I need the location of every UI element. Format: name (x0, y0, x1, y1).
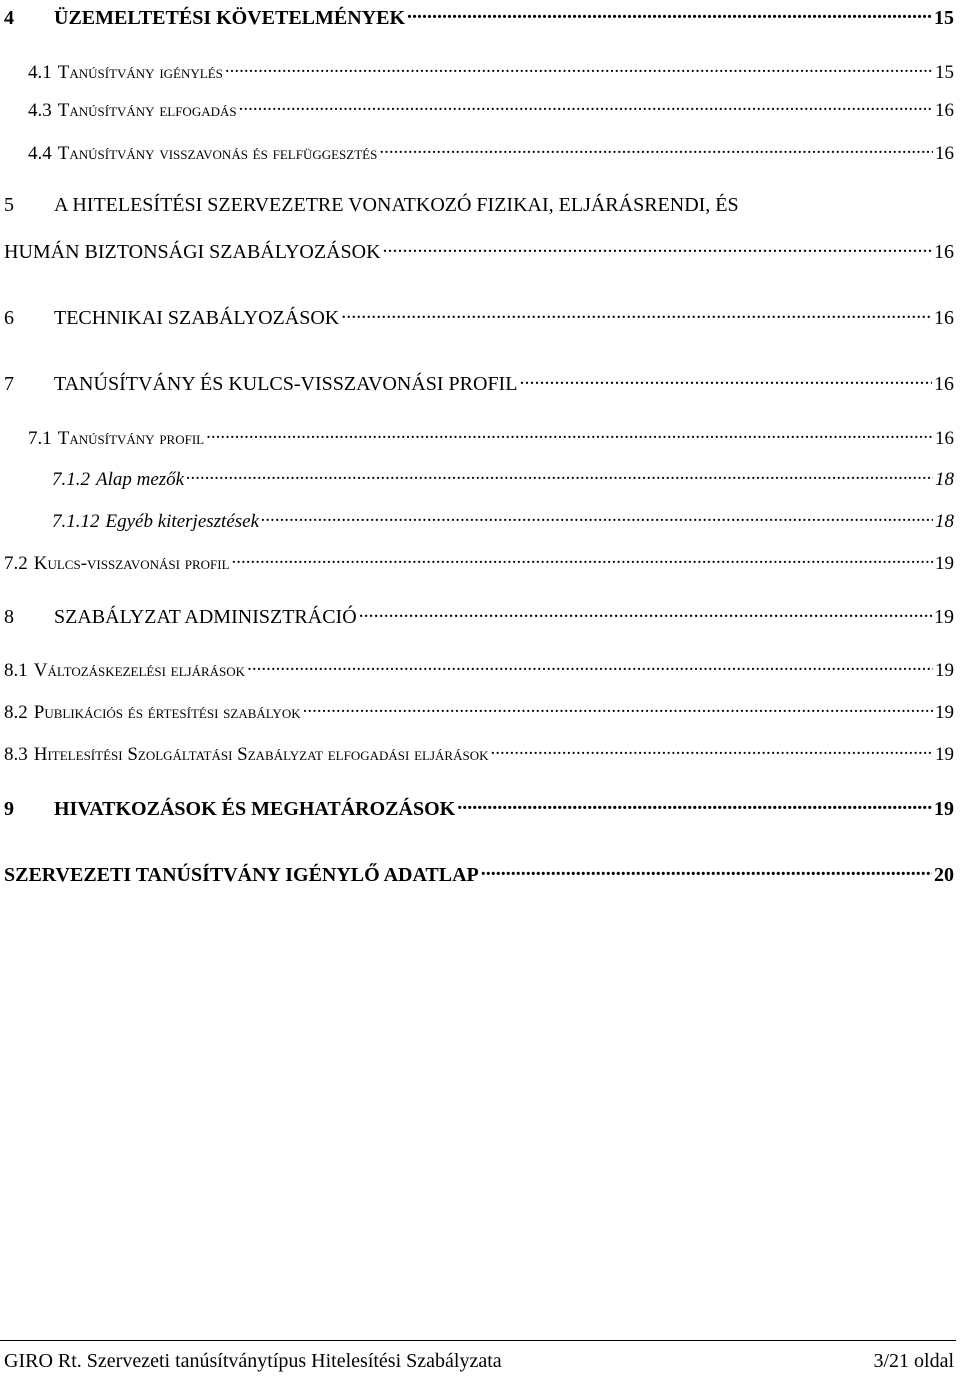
toc-entry-7-1-2[interactable] (0, 466, 954, 489)
toc-number: 4.1 (28, 62, 52, 83)
toc-number: 7.1.12 (52, 511, 100, 532)
toc-title: Hitelesítési Szolgáltatási Szabályzat elfogadási eljárások (33, 744, 489, 765)
toc-page: 18 (935, 469, 954, 490)
dot-leader (261, 508, 933, 527)
toc-title: TECHNIKAI SZABÁLYOZÁSOK (54, 307, 340, 329)
toc-title: Egyéb kiterjesztések (105, 511, 260, 532)
toc-page: 19 (935, 553, 954, 574)
toc-number: 4.4 (28, 143, 52, 164)
page-footer (4, 1350, 954, 1373)
toc-number: 8.3 (4, 744, 28, 765)
toc-page: 16 (934, 241, 954, 263)
toc-number: 6 (4, 307, 14, 329)
toc-title: Változáskezelési eljárások (33, 660, 246, 681)
toc-title: Tanúsítvány visszavonás és felfüggesztés (57, 143, 378, 164)
toc-title-line1: A HITELESÍTÉSI SZERVEZETRE VONATKOZÓ FIZIKAI, ELJÁRÁSRENDI, ÉS (54, 194, 739, 216)
toc-page: 18 (935, 511, 954, 532)
toc-entry-6[interactable] (0, 304, 954, 328)
toc-title: Tanúsítvány igénylés (57, 62, 223, 83)
toc-entry-4[interactable] (0, 4, 954, 28)
toc-page: 16 (934, 307, 954, 329)
toc-number: 7.1.2 (52, 469, 90, 490)
toc-entry-7-2[interactable] (0, 550, 954, 573)
toc-entry-7[interactable] (0, 370, 954, 394)
toc-page: 16 (935, 100, 954, 121)
toc-entry-4-3[interactable] (0, 97, 954, 120)
toc-page: 16 (935, 428, 954, 449)
dot-leader (206, 425, 933, 444)
dot-leader (303, 699, 933, 718)
dot-leader (519, 370, 932, 390)
toc-title: SZERVEZETI TANÚSÍTVÁNY IGÉNYLŐ ADATLAP (4, 864, 479, 886)
toc-entry-5-line1[interactable] (4, 194, 739, 217)
dot-leader (407, 4, 932, 24)
toc-page: 19 (935, 702, 954, 723)
toc-entry-8[interactable] (0, 603, 954, 627)
dot-leader (341, 304, 932, 324)
toc-number: 7.2 (4, 553, 28, 574)
toc-number: 5 (4, 194, 14, 216)
toc-entry-4-1[interactable] (0, 59, 954, 82)
toc-page: 19 (935, 744, 954, 765)
toc-entry-8-3[interactable] (0, 741, 954, 764)
toc-page: 15 (934, 7, 954, 29)
toc-title: TANÚSÍTVÁNY ÉS KULCS-VISSZAVONÁSI PROFIL (54, 373, 518, 395)
dot-leader (383, 238, 932, 258)
toc-title: Tanúsítvány elfogadás (57, 100, 237, 121)
footer-document-title: GIRO Rt. Szervezeti tanúsítványtípus Hitelesítési Szabályzata (4, 1350, 502, 1372)
toc-title: Tanúsítvány profil (57, 428, 205, 449)
toc-number: 9 (4, 798, 14, 820)
toc-page: 19 (935, 660, 954, 681)
toc-title: HIVATKOZÁSOK ÉS MEGHATÁROZÁSOK (54, 798, 456, 820)
toc-entry-appendix[interactable] (0, 861, 954, 885)
toc-entry-4-4[interactable] (0, 140, 954, 163)
toc-title: Alap mezők (96, 469, 185, 490)
dot-leader (359, 603, 932, 623)
toc-title: Publikációs és értesítési szabályok (33, 702, 301, 723)
toc-number: 4.3 (28, 100, 52, 121)
footer-rule (0, 1340, 956, 1341)
toc-number: 7 (4, 373, 14, 395)
toc-number: 8.1 (4, 660, 28, 681)
dot-leader (490, 741, 933, 760)
toc-entry-8-1[interactable] (0, 657, 954, 680)
toc-entry-8-2[interactable] (0, 699, 954, 722)
dot-leader (225, 59, 933, 78)
toc-number: 4 (4, 7, 14, 29)
dot-leader (457, 795, 932, 815)
dot-leader (186, 466, 933, 485)
toc-page: 20 (934, 864, 954, 886)
toc-entry-7-1-12[interactable] (0, 508, 954, 531)
toc-page: 16 (935, 143, 954, 164)
toc-title-line2: HUMÁN BIZTONSÁGI SZABÁLYOZÁSOK (4, 241, 381, 263)
toc-title: Kulcs-visszavonási profil (33, 553, 230, 574)
dot-leader (239, 97, 933, 116)
toc-number: 7.1 (28, 428, 52, 449)
toc-page: 16 (934, 373, 954, 395)
toc-entry-9[interactable] (0, 795, 954, 819)
dot-leader (232, 550, 933, 569)
toc-title: ÜZEMELTETÉSI KÖVETELMÉNYEK (54, 7, 406, 29)
toc-number: 8 (4, 606, 14, 628)
toc-entry-7-1[interactable] (0, 425, 954, 448)
footer-page-number: 3/21 oldal (873, 1350, 954, 1372)
toc-entry-5[interactable] (0, 238, 954, 262)
toc-title: SZABÁLYZAT ADMINISZTRÁCIÓ (54, 606, 357, 628)
toc-number: 8.2 (4, 702, 28, 723)
toc-page: 19 (934, 606, 954, 628)
toc-page: 15 (935, 62, 954, 83)
toc-page: 19 (934, 798, 954, 820)
dot-leader (247, 657, 933, 676)
dot-leader (379, 140, 933, 159)
dot-leader (481, 861, 932, 881)
